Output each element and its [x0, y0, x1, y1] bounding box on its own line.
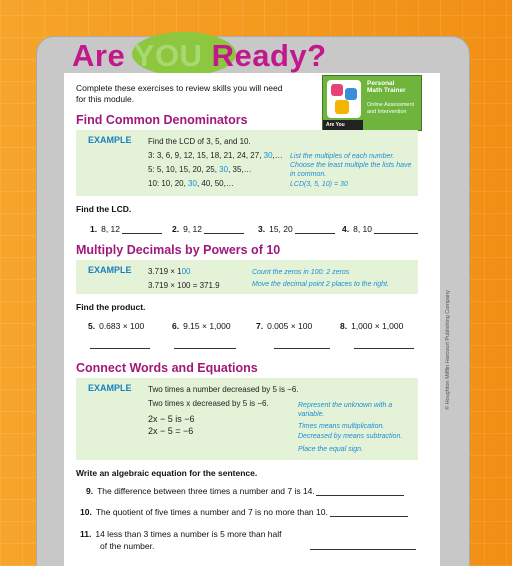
- decimal-line-1: 3.719 × 100: [148, 267, 191, 276]
- eq-note-2a: Times means multiplication.: [298, 423, 385, 430]
- lcd-instruction: Find the LCD.: [76, 204, 132, 214]
- heading-connect-words: Connect Words and Equations: [76, 361, 258, 375]
- decimal-line-2: 3.719 × 100 = 371.9: [148, 281, 220, 290]
- heading-multiply-decimals: Multiply Decimals by Powers of 10: [76, 243, 281, 257]
- eq-note-3: Place the equal sign.: [298, 446, 363, 453]
- answer-blank[interactable]: [295, 233, 335, 234]
- exercise-11: 11. 14 less than 3 times a number is 5 more than half: [80, 529, 282, 539]
- answer-line-7[interactable]: [274, 348, 330, 349]
- exercise-7: 7. 0.005 × 100: [256, 321, 313, 331]
- exercise-6: 6. 9.15 × 1,000: [172, 321, 231, 331]
- exercise-2: 2. 9, 12: [172, 224, 244, 234]
- decimals-instruction: Find the product.: [76, 302, 146, 312]
- example-label: EXAMPLE: [88, 383, 132, 393]
- answer-blank[interactable]: [122, 233, 162, 234]
- eq-line-4: 2x − 5 = −6: [148, 426, 194, 436]
- exercise-11-cont: of the number.: [100, 541, 155, 551]
- pmt-line1: Personal: [367, 80, 395, 87]
- eq-line-1: Two times a number decreased by 5 is −6.: [148, 385, 299, 394]
- answer-line-8[interactable]: [354, 348, 414, 349]
- exercise-9: 9. The difference between three times a number and 7 is 14.: [86, 486, 315, 496]
- copyright: © Houghton Mifflin Harcourt Publishing Company: [445, 290, 451, 410]
- pmt-online: Online Assessment and Intervention: [367, 102, 415, 115]
- exercise-8: 8. 1,000 × 1,000: [340, 321, 404, 331]
- math-trainer-icon: [327, 80, 361, 118]
- page-title: [72, 38, 327, 74]
- answer-blank[interactable]: [204, 233, 244, 234]
- exercise-4: 4. 8, 10: [342, 224, 418, 234]
- answer-line-9[interactable]: [316, 495, 404, 496]
- eq-note-1: Represent the unknown with a variable.: [298, 402, 393, 418]
- exercise-5: 5. 0.683 × 100: [88, 321, 145, 331]
- lcd-multiples-10: 10: 10, 20, 30, 40, 50,…: [148, 179, 234, 188]
- decimal-note-1: Count the zeros in 100: 2 zeros: [252, 269, 350, 276]
- eq-line-3: 2x − 5 is −6: [148, 414, 195, 424]
- title-you: YOU: [133, 38, 203, 73]
- answer-line-10[interactable]: [330, 516, 408, 517]
- exercise-10: 10. The quotient of five times a number and 7 is no more than 10.: [80, 507, 328, 517]
- equations-instruction: Write an algebraic equation for the sentence.: [76, 468, 258, 478]
- title-are: Are: [72, 38, 126, 73]
- eq-note-2b: Decreased by means subtraction.: [298, 433, 403, 440]
- intro-text: Complete these exercises to review skills you will need for this module.: [76, 83, 283, 104]
- title-ready: Ready?: [211, 38, 327, 73]
- lcd-note-1: List the multiples of each number.: [290, 153, 395, 160]
- heading-find-common-denominators: Find Common Denominators: [76, 113, 248, 127]
- eq-line-2: Two times x decreased by 5 is −6.: [148, 399, 269, 408]
- personal-math-trainer-badge[interactable]: [322, 75, 422, 131]
- example-label: EXAMPLE: [88, 135, 132, 145]
- lcd-multiples-3: 3: 3, 6, 9, 12, 15, 18, 21, 24, 27, 30,…: [148, 151, 283, 160]
- example-label: EXAMPLE: [88, 265, 132, 275]
- lcd-problem: Find the LCD of 3, 5, and 10.: [148, 137, 251, 146]
- lcd-note-2: Choose the least multiple the lists have in common.: [290, 162, 412, 178]
- answer-line-5[interactable]: [90, 348, 150, 349]
- lcd-note-3: LCD(3, 5, 10) = 30: [290, 181, 348, 188]
- exercise-3: 3. 15, 20: [258, 224, 335, 234]
- answer-line-11[interactable]: [310, 549, 416, 550]
- exercise-1: 1. 8, 12: [90, 224, 162, 234]
- worksheet: [64, 73, 440, 566]
- pmt-line2: Math Trainer: [367, 87, 406, 94]
- pmt-bar: Are You: [323, 120, 363, 130]
- decimal-note-2: Move the decimal point 2 places to the right.: [252, 281, 389, 288]
- answer-blank[interactable]: [374, 233, 418, 234]
- lcd-multiples-5: 5: 5, 10, 15, 20, 25, 30, 35,…: [148, 165, 252, 174]
- answer-line-6[interactable]: [174, 348, 236, 349]
